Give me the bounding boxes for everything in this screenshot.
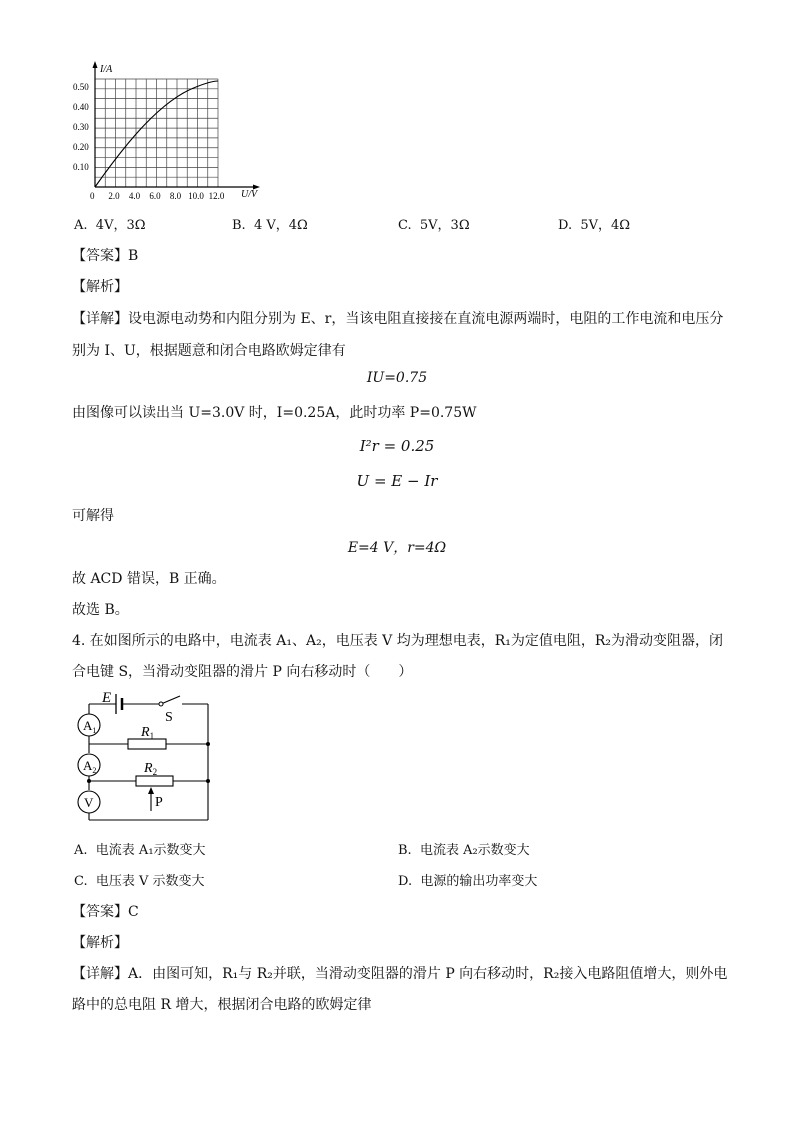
option-text: 电压表 V 示数变大 [95, 874, 205, 889]
iu-graph [66, 58, 276, 203]
answer-value: B [128, 248, 139, 264]
x-tick-label: 2.0 [108, 191, 120, 201]
option-text: 电流表 A₂示数变大 [419, 843, 530, 858]
option-letter: B. [398, 843, 412, 858]
option-text: 电流表 A₁示数变大 [95, 843, 206, 858]
option-text: 5V，3Ω [419, 218, 470, 233]
q3-option-c [398, 214, 470, 233]
q4-stem-line2: 合电键 S，当滑动变阻器的滑片 P 向右移动时（ ） [72, 664, 413, 680]
option-text: 4V，3Ω [95, 218, 146, 233]
q4-detail-line2: 路中的总电阻 R 增大，根据闭合电路的欧姆定律 [72, 997, 372, 1013]
x-tick-label: 4.0 [128, 191, 141, 201]
y-tick-label: 0.50 [73, 82, 89, 92]
q4-analysis-tag: 【解析】 [72, 935, 128, 951]
y-axis-label: I/A [100, 64, 113, 75]
graph-grid [95, 79, 218, 187]
detail-tag: 【详解】 [72, 311, 128, 327]
y-tick-label: 0.40 [73, 102, 89, 112]
option-text: 4 V，4Ω [253, 218, 308, 233]
y-tick-label: 0.20 [73, 142, 89, 152]
option-letter: B. [232, 218, 246, 233]
q3-detail-line1 [72, 308, 723, 328]
q4-stem-line1: 4. 在如图所示的电路中，电流表 A₁、A₂，电压表 V 均为理想电表，R₁为定值电阻，R₂为滑动变阻器，闭 [72, 633, 724, 649]
q3-analysis-tag: 【解析】 [72, 279, 128, 295]
origin-label: 0 [90, 191, 95, 201]
label-a1: $A_1$ [83, 718, 97, 735]
x-tick-labels [108, 191, 225, 201]
option-letter: D. [558, 218, 573, 233]
q3-conclusion: 故 ACD 错误，B 正确。 [72, 571, 226, 587]
q3-equation-4: E=4 V，r=4Ω [347, 540, 447, 556]
q3-option-b [232, 214, 308, 233]
detail-text: 设电源电动势和内阻分别为 E、r，当该电阻直接接在直流电源两端时，电阻的工作电流和电压分 [128, 311, 724, 327]
junction-dot [206, 742, 210, 746]
q3-equation-3: U = E − Ir [356, 472, 438, 490]
junction-dot [87, 779, 91, 783]
x-tick-label: 12.0 [208, 191, 225, 201]
x-tick-label: 6.0 [149, 191, 161, 201]
q4-option-a [74, 839, 206, 858]
detail-tag: 【详解】 [72, 966, 128, 982]
y-tick-label: 0.30 [73, 122, 89, 132]
detail-text: A．由图可知，R₁与 R₂并联，当滑动变阻器的滑片 P 向右移动时，R₂接入电路阻值增大，则外电 [128, 966, 728, 982]
slider-arrow [148, 787, 154, 794]
label-r1: $R_1$ [141, 725, 155, 741]
junction-dot [206, 779, 210, 783]
x-axis-label: U/V [241, 189, 258, 200]
q4-detail-line1 [72, 963, 727, 983]
option-letter: C. [74, 874, 88, 889]
q4-answer [72, 901, 139, 921]
label-a2: $A_2$ [83, 758, 97, 775]
q3-choose: 故选 B。 [72, 602, 129, 618]
option-letter: C. [398, 218, 412, 233]
option-letter: D. [398, 874, 413, 889]
y-tick-labels [73, 82, 89, 172]
option-letter: A. [74, 218, 88, 233]
q3-solve-line: 可解得 [72, 508, 114, 524]
q4-option-b [398, 839, 530, 858]
q3-equation-2: I²r = 0.25 [359, 437, 435, 455]
y-tick-label: 0.10 [73, 162, 89, 172]
label-e: E [102, 690, 112, 706]
answer-tag: 【答案】 [72, 248, 128, 264]
q3-option-a [74, 214, 146, 233]
answer-value: C [128, 904, 139, 920]
q3-detail-line2: 别为 I、U，根据题意和闭合电路欧姆定律有 [72, 343, 346, 359]
q3-read-line: 由图像可以读出当 U=3.0V 时，I=0.25A，此时功率 P=0.75W [72, 405, 477, 421]
label-p: P [155, 795, 163, 810]
q3-equation-1: IU=0.75 [366, 370, 428, 386]
switch-pivot [159, 702, 163, 706]
label-r2: $R_2$ [144, 761, 158, 777]
x-tick-label: 8.0 [169, 191, 182, 201]
q4-option-c [74, 870, 205, 889]
label-s: S [165, 710, 173, 725]
y-axis-arrow [93, 61, 98, 68]
q3-answer [72, 245, 138, 265]
resistor-r2 [136, 776, 173, 786]
q3-option-d [558, 214, 630, 233]
option-text: 5V，4Ω [580, 218, 631, 233]
q4-option-d [398, 870, 537, 889]
circuit-diagram [72, 686, 220, 822]
x-tick-label: 10.0 [188, 191, 204, 201]
option-text: 电源的输出功率变大 [420, 874, 538, 889]
label-v: V [84, 795, 94, 810]
answer-tag: 【答案】 [72, 904, 128, 920]
switch-blade [161, 696, 180, 704]
option-letter: A. [74, 843, 88, 858]
resistor-r1 [128, 739, 166, 749]
